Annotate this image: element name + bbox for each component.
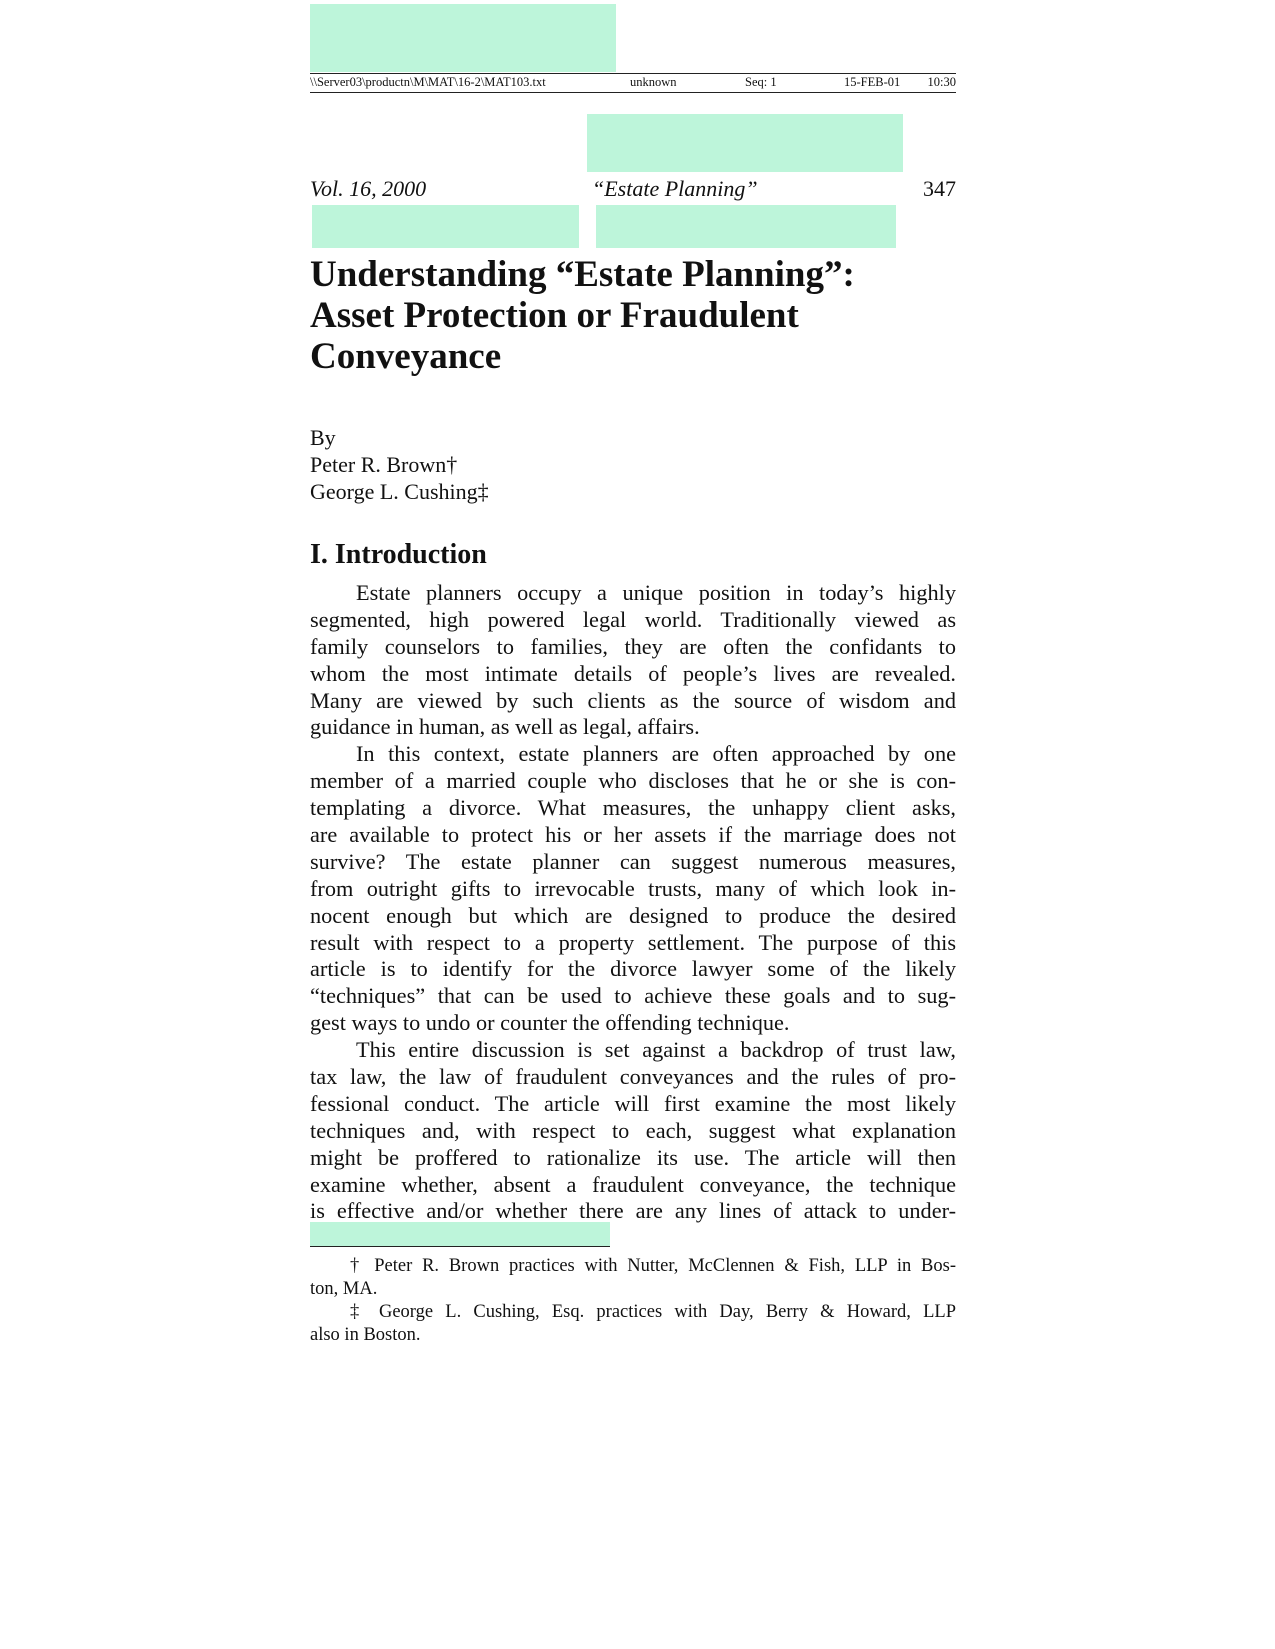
body-line: nocent enough but which are designed to produce the desired xyxy=(310,902,956,928)
highlight-block xyxy=(310,4,616,72)
body-line: member of a married couple who discloses that he or she is con- xyxy=(310,768,956,794)
body-line: are available to protect his or her assets if the marriage does not xyxy=(310,822,956,848)
footnote-divider xyxy=(310,1246,610,1247)
file-path: \\Server03\productn\M\MAT\16-2\MAT103.txt xyxy=(310,75,546,89)
running-head xyxy=(310,174,956,204)
body-line: might be proffered to rationalize its use. The article will then xyxy=(310,1144,956,1170)
file-info-bar xyxy=(310,73,956,93)
article-title xyxy=(310,254,956,377)
body-line: Many are viewed by such clients as the source of wisdom and xyxy=(310,687,956,713)
body-line: is effective and/or whether there are any lines of attack to under- xyxy=(310,1198,956,1224)
body-line: tax law, the law of fraudulent conveyances and the rules of pro- xyxy=(310,1064,956,1090)
body-line: examine whether, absent a fraudulent conveyance, the technique xyxy=(310,1171,956,1197)
byline-by: By xyxy=(310,425,336,450)
body-line: In this context, estate planners are often approached by one xyxy=(356,741,956,767)
footnote-line: also in Boston. xyxy=(310,1325,421,1345)
running-title: “Estate Planning” xyxy=(592,176,758,201)
title-line: Asset Protection or Fraudulent xyxy=(310,295,799,336)
sequence-number: Seq: 1 xyxy=(745,75,777,89)
body-line: from outright gifts to irrevocable trusts, many of which look in- xyxy=(310,875,956,901)
journal-volume: Vol. 16, 2000 xyxy=(310,176,427,201)
body-line: whom the most intimate details of people’s lives are revealed. xyxy=(310,660,956,686)
body-line: survive? The estate planner can suggest numerous measures, xyxy=(310,848,956,874)
title-line: Understanding “Estate Planning”: xyxy=(310,254,855,295)
byline xyxy=(310,424,956,505)
body-line: article is to identify for the divorce lawyer some of the likely xyxy=(310,956,956,982)
highlight-block xyxy=(596,205,896,248)
body-line: This entire discussion is set against a backdrop of trust law, xyxy=(356,1037,956,1063)
body-line: fessional conduct. The article will first examine the most likely xyxy=(310,1090,956,1116)
body-line: guidance in human, as well as legal, affairs. xyxy=(310,714,700,740)
body-line: “techniques” that can be used to achieve these goals and to sug- xyxy=(310,983,956,1009)
file-date: 15-FEB-01 xyxy=(844,75,901,89)
body-line: gest ways to undo or counter the offending technique. xyxy=(310,1010,790,1036)
footnote-line: † Peter R. Brown practices with Nutter, McClennen & Fish, LLP in Bos- xyxy=(350,1256,956,1276)
highlight-block xyxy=(312,205,579,248)
title-line: Conveyance xyxy=(310,336,502,377)
file-time: 10:30 xyxy=(927,75,956,89)
author-name: Peter R. Brown† xyxy=(310,452,458,477)
body-line: result with respect to a property settlement. The purpose of this xyxy=(310,929,956,955)
body-line: templating a divorce. What measures, the unhappy client asks, xyxy=(310,795,956,821)
body-line: techniques and, with respect to each, suggest what explanation xyxy=(310,1117,956,1143)
section-heading: I. Introduction xyxy=(310,539,487,570)
footnotes xyxy=(310,1255,956,1347)
article-body xyxy=(310,580,956,1225)
footnote-line: ‡ George L. Cushing, Esq. practices with Day, Berry & Howard, LLP xyxy=(350,1302,956,1322)
footnote-line: ton, MA. xyxy=(310,1279,378,1299)
body-line: Estate planners occupy a unique position in today’s highly xyxy=(356,580,956,605)
body-line: segmented, high powered legal world. Traditionally viewed as xyxy=(310,606,956,632)
page-number: 347 xyxy=(923,176,956,201)
highlight-block xyxy=(587,114,903,172)
body-line: family counselors to families, they are often the confidants to xyxy=(310,633,956,659)
highlight-block xyxy=(310,1222,610,1246)
author-name: George L. Cushing‡ xyxy=(310,479,489,504)
file-status: unknown xyxy=(630,75,677,89)
